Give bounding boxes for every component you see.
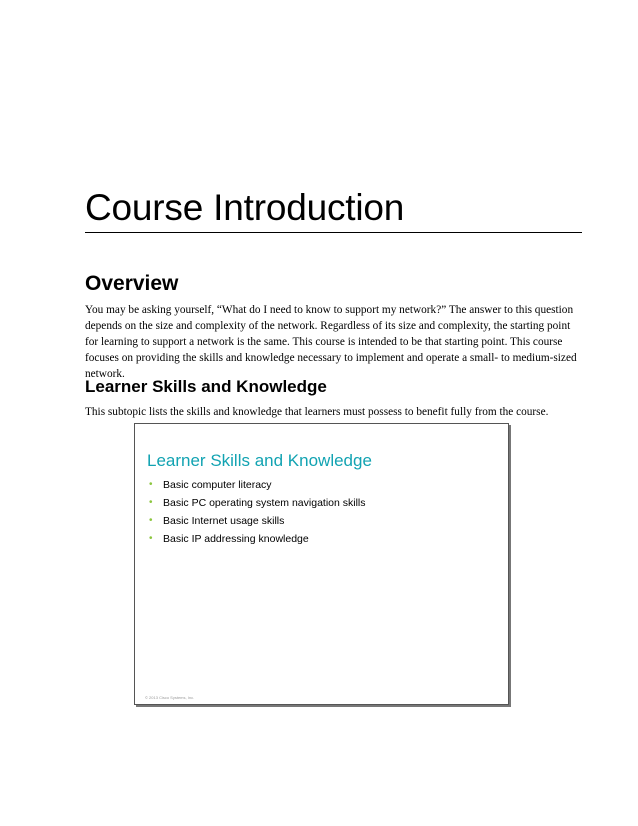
learner-skills-heading: Learner Skills and Knowledge xyxy=(85,377,327,396)
slide-bullet-text: Basic PC operating system navigation skills xyxy=(163,497,366,509)
chapter-title: Course Introduction xyxy=(85,187,405,228)
bullet-icon: • xyxy=(149,515,153,526)
slide-bullet-item xyxy=(149,476,366,494)
overview-heading: Overview xyxy=(85,272,179,295)
overview-paragraph: You may be asking yourself, “What do I need to know to support my network?” The answer to this question depends on the size and complexity of the network. Regardless of its size and complexity, the starting point for learning to support a network is the same. This course is intended to be that starting point. This course focuses on providing the skills and knowledge necessary to implement and operate a small- to medium-sized network. xyxy=(85,304,577,380)
slide-bullet-item xyxy=(149,494,366,512)
slide-bullet-item xyxy=(149,512,366,530)
slide-bullet-text: Basic Internet usage skills xyxy=(163,515,285,527)
learner-skills-paragraph: This subtopic lists the skills and knowledge that learners must possess to benefit fully from the course. xyxy=(85,406,549,418)
bullet-icon: • xyxy=(149,497,153,508)
slide-copyright: © 2013 Cisco Systems, Inc. xyxy=(145,695,195,700)
slide-bullet-item xyxy=(149,530,366,548)
slide-bullet-text: Basic IP addressing knowledge xyxy=(163,533,309,545)
bullet-icon: • xyxy=(149,479,153,490)
title-rule xyxy=(85,232,582,233)
bullet-icon: • xyxy=(149,533,153,544)
slide-figure xyxy=(134,423,509,705)
slide-bullet-text: Basic computer literacy xyxy=(163,479,272,491)
slide-bullet-list xyxy=(149,476,366,548)
slide-title: Learner Skills and Knowledge xyxy=(147,451,372,470)
